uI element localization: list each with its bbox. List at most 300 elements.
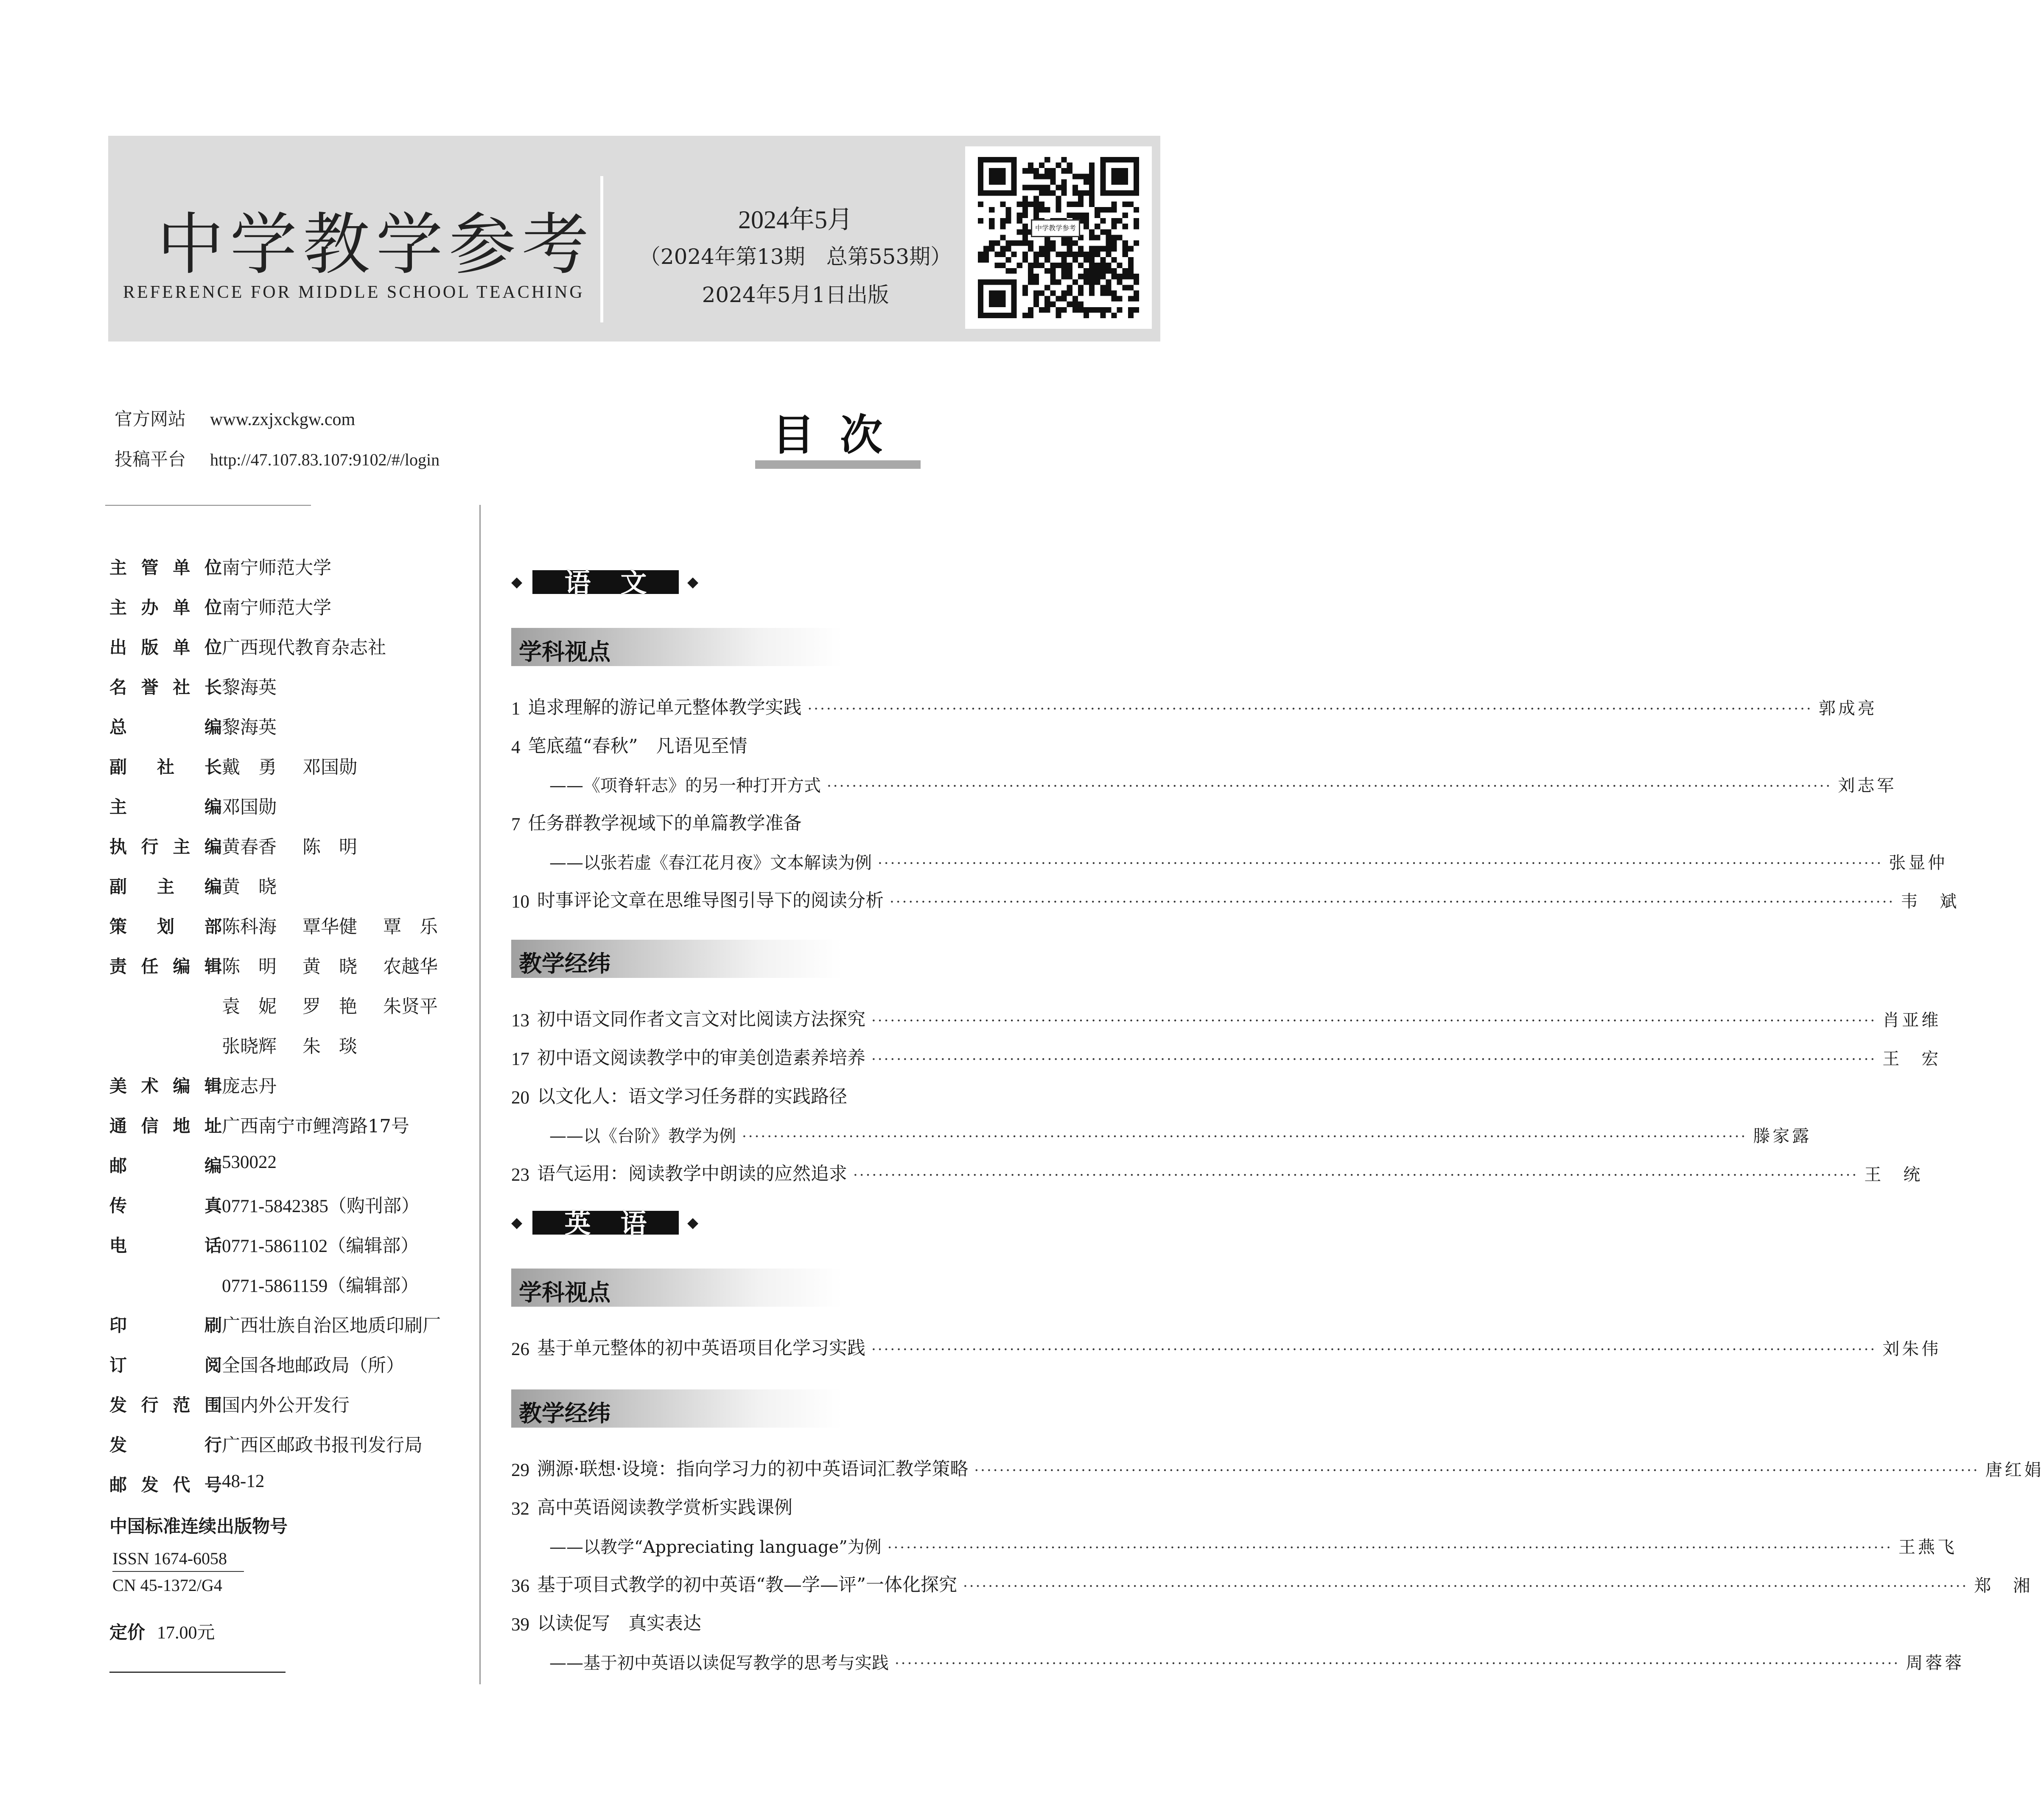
info-label-char: 编 <box>204 717 222 737</box>
info-label-char: 行 <box>141 1395 159 1415</box>
issue-date: 2024年5月 <box>738 206 853 234</box>
qr-module <box>1011 252 1017 257</box>
qr-module <box>1078 213 1084 218</box>
info-value-item: 0771-5842385（购刊部） <box>222 1196 420 1216</box>
info-value-item: 朱贤平 <box>383 996 438 1017</box>
section-label: 学科视点 <box>519 1279 610 1306</box>
qr-module <box>1134 307 1139 313</box>
info-label <box>109 913 222 938</box>
info-label-char: 策 <box>109 916 127 937</box>
toc-author: 肖亚维 <box>1882 1011 1941 1030</box>
qr-module <box>1061 263 1067 268</box>
qr-module <box>1050 246 1056 252</box>
subject-header <box>511 569 711 596</box>
qr-module <box>1084 224 1089 229</box>
toc-author: 周蓉蓉 <box>1906 1653 1965 1673</box>
qr-module <box>1078 302 1084 307</box>
qr-module <box>983 279 989 285</box>
info-value <box>222 1391 350 1417</box>
qr-module <box>1111 218 1117 224</box>
qr-module <box>1089 162 1095 168</box>
info-value-item: 黎海英 <box>222 677 277 698</box>
qr-module <box>1084 190 1089 196</box>
qr-module <box>1028 241 1033 246</box>
info-value <box>222 713 277 739</box>
qr-module <box>1134 162 1139 168</box>
qr-module <box>989 241 994 246</box>
qr-module <box>978 190 983 196</box>
toc-entry-subtitle[interactable] <box>511 1524 1957 1558</box>
serial-number-heading: 中国标准连续出版物号 <box>109 1516 288 1537</box>
submission-link[interactable]: http://47.107.83.107:9102/#/login <box>210 450 440 469</box>
qr-module <box>1056 313 1061 318</box>
qr-module <box>994 252 1000 257</box>
toc-title: 笔底蕴“春秋” 凡语见至情 <box>528 736 748 757</box>
toc-leader-dots: ································································································································································ <box>871 1012 1877 1029</box>
info-value-item: 南宁师范大学 <box>222 557 331 579</box>
qr-module <box>978 279 983 285</box>
qr-module <box>1006 313 1011 318</box>
info-value-item: 邓国勋 <box>302 757 357 778</box>
qr-module <box>1106 241 1111 246</box>
qr-module <box>1072 302 1078 307</box>
toc-page-number: 23 <box>511 1165 529 1185</box>
qr-module <box>1128 190 1134 196</box>
qr-module <box>1039 246 1044 252</box>
toc-leader-dots: ································································································································································ <box>807 700 1813 717</box>
qr-module <box>1078 307 1084 313</box>
qr-module <box>1111 224 1117 229</box>
qr-module <box>1033 252 1039 257</box>
qr-module <box>1022 224 1028 229</box>
qr-module <box>1089 290 1095 296</box>
toc-entry[interactable] <box>511 685 1877 719</box>
toc-entry[interactable] <box>511 1447 2044 1481</box>
info-label <box>109 1431 222 1456</box>
info-label-char: 单 <box>173 597 190 618</box>
info-label-char: 主 <box>109 797 127 817</box>
qr-module <box>1100 185 1106 190</box>
info-label-char: 发 <box>141 1475 159 1495</box>
qr-module <box>1067 202 1072 207</box>
qr-module <box>1017 241 1022 246</box>
qr-module <box>1100 263 1106 268</box>
qr-module <box>1000 290 1005 296</box>
qr-module <box>1067 263 1072 268</box>
qr-module <box>1039 162 1044 168</box>
journal-subtitle: REFERENCE FOR MIDDLE SCHOOL TEACHING <box>123 283 585 302</box>
qr-module <box>1095 268 1100 274</box>
info-value-item: 陈科海 <box>222 916 277 938</box>
masthead-info-row <box>109 1271 470 1311</box>
info-value <box>222 1152 277 1173</box>
qr-module <box>1134 290 1139 296</box>
qr-module <box>1106 190 1111 196</box>
info-value-item: 黎海英 <box>222 717 277 738</box>
qr-module <box>1089 235 1095 240</box>
qr-module <box>1111 235 1117 240</box>
toc-entry[interactable] <box>511 1151 1923 1185</box>
qr-module <box>1011 290 1017 296</box>
info-label-char: 位 <box>204 637 222 658</box>
qr-module <box>1067 285 1072 290</box>
qr-module <box>983 190 989 196</box>
qr-module <box>978 307 983 313</box>
info-label-char: 通 <box>109 1116 127 1136</box>
section-band <box>511 1269 842 1307</box>
qr-module <box>1067 268 1072 274</box>
info-value-item: 陈 明 <box>222 956 277 977</box>
qr-module <box>1089 229 1095 235</box>
qr-module <box>1100 157 1106 162</box>
info-label <box>109 1112 222 1137</box>
qr-module <box>1089 190 1095 196</box>
qr-module <box>1111 168 1117 174</box>
section-label: 学科视点 <box>519 639 610 665</box>
qr-module <box>978 162 983 168</box>
info-label <box>109 1152 222 1177</box>
toc-page-number: 39 <box>511 1615 529 1635</box>
qr-module <box>1000 296 1005 302</box>
qr-module <box>1134 224 1139 229</box>
info-value <box>222 873 277 899</box>
info-label-char: 主 <box>173 837 190 857</box>
toc-entry[interactable] <box>511 1036 1941 1070</box>
qr-module <box>1084 279 1089 285</box>
info-label-char: 阅 <box>204 1355 222 1375</box>
toc-entry[interactable] <box>511 1563 2033 1596</box>
qr-module <box>1011 241 1017 246</box>
qr-module <box>1022 313 1028 318</box>
info-value-item: 戴 勇 <box>222 757 277 778</box>
qr-module <box>1056 307 1061 313</box>
info-value-item: 黄春香 <box>222 837 277 858</box>
toc-page-number: 29 <box>511 1460 529 1480</box>
publication-date: 2024年5月1日出版 <box>702 283 889 307</box>
qr-module <box>1028 246 1033 252</box>
qr-module <box>1050 179 1056 185</box>
info-value-item: 国内外公开发行 <box>222 1395 350 1416</box>
issn-number: ISSN 1674-6058 <box>112 1549 244 1572</box>
diamond-icon: ◆ <box>511 1214 523 1231</box>
info-value-item: 0771-5861159（编辑部） <box>222 1276 419 1296</box>
info-value-item: 全国各地邮政局（所） <box>222 1355 404 1376</box>
qr-module <box>989 157 994 162</box>
info-label-char: 位 <box>204 597 222 618</box>
section-band <box>511 628 842 666</box>
qr-module <box>978 252 983 257</box>
masthead-info-row <box>109 952 470 992</box>
info-label-char: 副 <box>109 877 127 897</box>
qr-module <box>994 296 1000 302</box>
toc-title: ——以《台阶》教学为例 <box>549 1126 736 1146</box>
qr-module <box>1000 302 1005 307</box>
qr-module <box>1056 202 1061 207</box>
qr-module <box>1011 302 1017 307</box>
website-link[interactable]: www.zxjxckgw.com <box>210 410 356 429</box>
toc-entry[interactable] <box>511 1074 1169 1108</box>
toc-title: 初中语文同作者文言文对比阅读方法探究 <box>537 1009 865 1030</box>
qr-module <box>1123 179 1128 185</box>
toc-leader-dots: ································································································································································ <box>963 1578 1968 1595</box>
qr-module <box>1006 257 1011 263</box>
qr-module <box>994 174 1000 179</box>
qr-module <box>1072 185 1078 190</box>
qr-module <box>1106 252 1111 257</box>
info-label-char: 责 <box>109 956 127 977</box>
qr-module <box>1095 274 1100 279</box>
toc-entry[interactable] <box>511 801 1169 835</box>
info-value-item: 罗 艳 <box>302 996 357 1017</box>
qr-module <box>1067 302 1072 307</box>
price-value: 17.00元 <box>157 1623 215 1643</box>
qr-module <box>1033 174 1039 179</box>
qr-module <box>1117 274 1123 279</box>
info-label-char: 信 <box>141 1116 159 1136</box>
qr-module <box>1084 257 1089 263</box>
qr-module <box>1117 279 1123 285</box>
info-label-char: 单 <box>173 637 190 658</box>
qr-module <box>1095 213 1100 218</box>
toc-entry[interactable] <box>511 997 1941 1031</box>
toc-title: 基于单元整体的初中英语项目化学习实践 <box>537 1338 865 1359</box>
qr-module <box>989 179 994 185</box>
qr-module <box>1000 190 1005 196</box>
info-label-char: 刷 <box>204 1315 222 1336</box>
qr-module <box>1039 185 1044 190</box>
qr-module <box>989 190 994 196</box>
qr-module <box>1072 174 1078 179</box>
toc-entry[interactable] <box>511 1485 1169 1519</box>
qr-module <box>1128 257 1134 263</box>
toc-author: 王燕飞 <box>1898 1538 1957 1557</box>
info-value-item: 48-12 <box>222 1471 265 1491</box>
info-value <box>222 793 277 819</box>
toc-entry-subtitle[interactable] <box>511 1113 1812 1147</box>
info-value-item: 530022 <box>222 1152 277 1172</box>
qr-module <box>1000 279 1005 285</box>
qr-module <box>1011 307 1017 313</box>
qr-module <box>1028 162 1033 168</box>
toc-entry[interactable] <box>511 1601 1169 1635</box>
qr-module <box>1111 290 1117 296</box>
info-label-char: 单 <box>173 557 190 578</box>
qr-module <box>1039 263 1044 268</box>
toc-title: 溯源·联想·设境：指向学习力的初中英语词汇教学策略 <box>537 1459 969 1480</box>
qr-module <box>1089 185 1095 190</box>
info-label-char: 执 <box>109 837 127 857</box>
qr-module <box>1123 202 1128 207</box>
qr-module <box>1128 313 1134 318</box>
masthead-divider <box>600 176 603 322</box>
info-label-char: 术 <box>141 1076 159 1096</box>
toc-author: 张显仲 <box>1889 853 1948 873</box>
toc-title: 追求理解的游记单元整体教学实践 <box>528 697 802 718</box>
qr-module <box>994 179 1000 185</box>
qr-module <box>1084 252 1089 257</box>
qr-module <box>1033 168 1039 174</box>
info-value-item: 农越华 <box>383 956 438 977</box>
info-label <box>109 713 222 738</box>
qr-module <box>1050 241 1056 246</box>
qr-module <box>1106 235 1111 240</box>
info-label <box>109 873 222 898</box>
toc-entry-subtitle[interactable] <box>511 762 1897 796</box>
info-label-char: 长 <box>204 677 222 697</box>
qr-module <box>1011 313 1017 318</box>
qr-module <box>1106 290 1111 296</box>
info-value-item: 覃 乐 <box>383 916 438 938</box>
qr-module <box>1039 290 1044 296</box>
toc-author: 刘朱伟 <box>1882 1339 1941 1359</box>
toc-page-number: 1 <box>511 699 521 719</box>
qr-module <box>1061 190 1067 196</box>
info-label-char: 社 <box>173 677 190 697</box>
toc-entry-subtitle[interactable] <box>511 1640 1965 1674</box>
qr-module <box>1078 285 1084 290</box>
qr-module <box>1078 252 1084 257</box>
qr-module <box>1100 246 1106 252</box>
masthead-info-row <box>109 1471 470 1511</box>
qr-module <box>1111 179 1117 185</box>
qr-module <box>994 168 1000 174</box>
qr-module <box>1134 274 1139 279</box>
qr-module <box>1056 196 1061 202</box>
masthead-info-row <box>109 1391 470 1431</box>
info-label-char: 行 <box>141 837 159 857</box>
toc-author: 韦 斌 <box>1901 892 1960 911</box>
toc-leader-dots: ································································································································································ <box>890 893 1895 910</box>
qr-module <box>1117 296 1123 302</box>
qr-module <box>1061 268 1067 274</box>
qr-module <box>1134 296 1139 302</box>
qr-module <box>1128 157 1134 162</box>
qr-module <box>989 218 994 224</box>
qr-module <box>1089 202 1095 207</box>
left-column-bottom-rule <box>109 1672 286 1673</box>
qr-module <box>1061 290 1067 296</box>
toc-author: 唐红娟 <box>1985 1460 2044 1480</box>
toc-entry[interactable] <box>511 1326 1941 1360</box>
qr-module <box>1056 252 1061 257</box>
qr-module <box>978 257 983 263</box>
subject-label: 英语 <box>564 1208 677 1239</box>
qr-module <box>1084 268 1089 274</box>
qr-module <box>1117 174 1123 179</box>
qr-module <box>1134 185 1139 190</box>
toc-author: 滕家露 <box>1753 1126 1812 1146</box>
info-label <box>109 1311 222 1336</box>
info-value <box>222 753 383 779</box>
qr-module <box>1050 168 1056 174</box>
qr-module <box>1128 202 1134 207</box>
qr-module <box>1022 285 1028 290</box>
qr-module <box>1095 246 1100 252</box>
info-label <box>109 594 222 619</box>
qr-module <box>1000 179 1005 185</box>
section-band <box>511 1389 842 1428</box>
qr-module <box>1028 274 1033 279</box>
info-label <box>109 1072 222 1097</box>
qr-module <box>989 279 994 285</box>
qr-module <box>978 185 983 190</box>
qr-module <box>1111 257 1117 263</box>
qr-module <box>1089 252 1095 257</box>
qr-module <box>1044 252 1050 257</box>
qr-module <box>1067 246 1072 252</box>
info-label-char: 传 <box>109 1196 127 1216</box>
qr-module <box>1067 168 1072 174</box>
qr-module <box>1067 162 1072 168</box>
info-label-char: 范 <box>173 1395 190 1415</box>
qr-module <box>994 313 1000 318</box>
qr-module <box>1078 174 1084 179</box>
toc-title: 语气运用：阅读教学中朗读的应然追求 <box>537 1163 847 1185</box>
qr-module <box>1044 246 1050 252</box>
info-value <box>222 1232 419 1257</box>
masthead-info-row <box>109 793 470 833</box>
submission-label: 投稿平台 <box>115 449 186 470</box>
qr-module <box>1006 268 1011 274</box>
qr-module <box>1039 207 1044 213</box>
qr-module <box>1089 263 1095 268</box>
info-value-item: 袁 妮 <box>222 996 277 1017</box>
info-label-char: 编 <box>173 1076 190 1096</box>
info-label-char: 地 <box>173 1116 190 1136</box>
qr-module <box>1106 279 1111 285</box>
qr-module <box>1106 157 1111 162</box>
qr-module <box>1000 224 1005 229</box>
qr-module <box>1123 224 1128 229</box>
info-value-item: 南宁师范大学 <box>222 597 331 619</box>
info-value <box>222 594 331 619</box>
toc-title: 初中语文阅读教学中的审美创造素养培养 <box>537 1047 865 1069</box>
qr-module <box>1044 185 1050 190</box>
qr-module <box>1017 229 1022 235</box>
qr-module <box>1050 279 1056 285</box>
qr-module <box>1039 202 1044 207</box>
qr-module <box>1111 296 1117 302</box>
info-label <box>109 1192 222 1217</box>
qr-module <box>1011 296 1017 302</box>
info-value <box>222 554 331 580</box>
subject-label: 语文 <box>564 567 677 598</box>
toc-entry[interactable] <box>511 724 1169 758</box>
toc-entry-subtitle[interactable] <box>511 840 1948 874</box>
qr-module <box>1095 307 1100 313</box>
info-value <box>222 833 383 859</box>
toc-entry[interactable] <box>511 878 1960 912</box>
qr-module <box>978 302 983 307</box>
qr-module <box>1111 157 1117 162</box>
qr-module <box>978 296 983 302</box>
qr-module <box>1056 162 1061 168</box>
masthead-info-row <box>109 1072 470 1112</box>
qr-module <box>1061 241 1067 246</box>
qr-module <box>1078 246 1084 252</box>
qr-module <box>1006 246 1011 252</box>
section-band <box>511 940 842 978</box>
qr-module <box>1078 274 1084 279</box>
qr-module <box>1044 285 1050 290</box>
qr-module <box>1100 274 1106 279</box>
info-value <box>222 1271 419 1297</box>
qr-module <box>978 168 983 174</box>
masthead-info-row <box>109 1431 470 1471</box>
qr-module <box>1017 263 1022 268</box>
serial-number-box <box>112 1549 244 1595</box>
masthead-info-row <box>109 1152 470 1192</box>
